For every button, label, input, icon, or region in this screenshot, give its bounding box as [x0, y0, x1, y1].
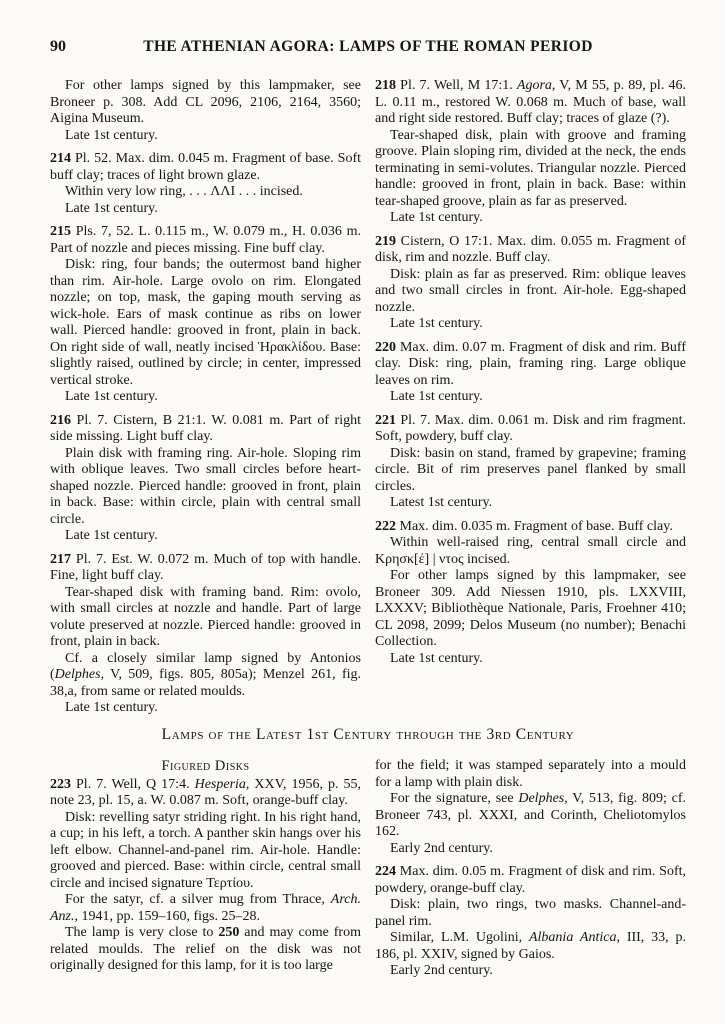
bold-text-segment: 217 — [50, 551, 71, 567]
text-segment: Pl. 7. Max. dim. 0.061 m. Disk and rim fragment. Soft, powdery, buff clay. — [375, 412, 686, 444]
catalog-entry-start — [375, 340, 686, 390]
text-segment: The lamp is very close to — [65, 925, 219, 940]
bottom-right-column — [375, 758, 686, 980]
paragraph — [375, 446, 686, 496]
paragraph — [375, 963, 686, 980]
text-segment: Early 2nd century. — [390, 840, 493, 856]
bottom-left-column-text — [50, 777, 361, 975]
text-segment: Late 1st century. — [65, 389, 158, 404]
paragraph — [50, 810, 361, 893]
paragraph — [50, 700, 361, 717]
text-segment: Plain disk with framing ring. Air-hole. Sloping rim with oblique leaves. Two small circles before heart-shaped nozzle. Pierced handle: grooved in front, plain in back. Base: within circle, plain with central small circle. — [50, 445, 361, 527]
text-segment: , V, M 55, p. 89, pl. 46. L. 0.11 m., restored W. 0.068 m. Much of base, wall and right side restored. Buff clay; traces of glaze (?). — [375, 78, 686, 126]
text-segment: Pl. 7. Cistern, B 21:1. W. 0.081 m. Part of right side missing. Light buff clay. — [50, 412, 361, 444]
paragraph — [375, 128, 686, 211]
paragraph — [50, 651, 361, 701]
bottom-two-column-block — [50, 758, 686, 980]
text-segment: , V, 509, figs. 805, 805a); Menzel 261, fig. 38,a, from same or related moulds. — [50, 667, 361, 699]
paragraph — [375, 316, 686, 333]
catalog-entry-start — [375, 519, 686, 536]
paragraph — [50, 925, 361, 975]
text-segment: Within well-raised ring, central small circle and Κρησκ[έ] | ντος incised. — [375, 535, 686, 567]
paragraph — [375, 841, 686, 858]
catalog-entry-start — [375, 234, 686, 267]
bold-text-segment: 219 — [375, 233, 396, 249]
running-head — [50, 38, 686, 62]
text-segment: For the satyr, cf. a silver mug from Thrace, — [65, 892, 331, 907]
catalog-entry-start — [50, 151, 361, 184]
text-segment: Cf. a closely similar lamp signed by Antonios ( — [50, 650, 361, 682]
paragraph — [50, 201, 361, 218]
bold-text-segment: 250 — [218, 925, 240, 940]
text-segment: Late 1st century. — [390, 316, 483, 331]
text-segment: Late 1st century. — [65, 200, 158, 216]
italic-text-segment: Agora — [516, 78, 552, 93]
paragraph — [375, 930, 686, 963]
catalog-entry-start — [50, 552, 361, 585]
paragraph — [50, 528, 361, 545]
text-segment: Late 1st century. — [65, 127, 158, 143]
text-segment: , III, 33, p. 186, pl. XXIV, signed by Gaios. — [375, 930, 686, 962]
page-number: 90 — [50, 38, 66, 55]
text-segment: Max. dim. 0.07 m. Fragment of disk and rim. Buff clay. Disk: ring, plain, framing ring. Large oblique leaves on rim. — [375, 339, 686, 388]
text-segment: Late 1st century. — [65, 700, 158, 715]
bottom-left-column — [50, 758, 361, 980]
text-segment: and may come from related moulds. The relief on the disk was not originally designed for this lamp, for it is too large — [50, 925, 361, 973]
italic-text-segment: Delphes — [518, 791, 565, 806]
italic-text-segment: Arch. Anz. — [50, 892, 361, 924]
italic-text-segment: Delphes — [54, 667, 101, 682]
paragraph — [50, 585, 361, 651]
paragraph — [375, 535, 686, 568]
paragraph — [375, 791, 686, 841]
top-left-column — [50, 78, 361, 718]
bold-text-segment: 222 — [375, 518, 396, 534]
paragraph — [50, 257, 361, 389]
paragraph — [375, 210, 686, 227]
bold-text-segment: 221 — [375, 412, 396, 428]
text-segment: Early 2nd century. — [390, 963, 493, 978]
text-segment: For other lamps signed by this lampmaker, see Broneer 309. Add Niessen 1910, pls. LXXVIII, LXXXV; Bibliothèque Nationale, Paris, Froehner 410; CL 2098, 2099; Delos Museum (no number); Benachi Collection. — [375, 568, 686, 649]
text-segment: Cistern, O 17:1. Max. dim. 0.055 m. Fragment of disk, rim and nozzle. Buff clay. — [375, 233, 686, 265]
text-segment: Pl. 7. Well, Q 17:4. — [71, 776, 195, 792]
text-segment: Pl. 7. Est. W. 0.072 m. Much of top with handle. Fine, light buff clay. — [50, 551, 361, 583]
text-segment: , XXV, 1956, p. 55, note 23, pl. 15, a. W. 0.087 m. Soft, orange-buff clay. — [50, 776, 361, 808]
text-segment: For other lamps signed by this lampmaker, see Broneer p. 308. Add CL 2096, 2106, 2164, 3560; Aigina Museum. — [50, 78, 361, 126]
paragraph — [50, 777, 361, 810]
paragraph — [375, 389, 686, 406]
text-segment: Latest 1st century. — [390, 495, 493, 510]
text-segment: Pl. 52. Max. dim. 0.045 m. Fragment of base. Soft buff clay; traces of light brown glaze. — [50, 151, 361, 183]
bold-text-segment: 218 — [375, 78, 396, 93]
text-segment: Late 1st century. — [65, 528, 158, 543]
text-segment: For the signature, see — [390, 791, 519, 806]
catalog-entry-start — [375, 413, 686, 446]
top-two-column-block — [50, 78, 686, 718]
paragraph — [50, 389, 361, 406]
paragraph — [50, 128, 361, 145]
bold-text-segment: 216 — [50, 412, 71, 428]
paragraph — [375, 495, 686, 512]
text-segment: , V, 513, fig. 809; cf. Broneer 743, pl. XXXI, and Corinth, Cheliotomylos 162. — [375, 791, 687, 839]
paragraph — [375, 897, 686, 930]
text-segment: Late 1st century. — [390, 389, 483, 404]
paragraph — [50, 78, 361, 128]
italic-text-segment: Albania Antica — [528, 930, 617, 945]
paragraph — [50, 892, 361, 925]
bold-text-segment: 215 — [50, 224, 71, 239]
text-segment: Disk: ring, four bands; the outermost band higher than rim. Air-hole. Large ovolo on rim. Elongated nozzle; on top, mask, the gaping mouth serving as wick-hole. Ears of mask continue as ribs on lower wall. Pierced handle: grooved in front, plain in back. On right side of wall, neatly incised Ἡρακλίδου. Base: slightly raised, outlined by circle; in center, impressed vertical stroke. — [50, 257, 361, 388]
text-segment: Disk: revelling satyr striding right. In his right hand, a cup; in his left, a torch. A panther skin hangs over his left elbow. Channel-and-panel rim. Air-hole. Handle: grooved and pierced. Base: within circle, central small circle and incised signature Τερτίου. — [50, 809, 361, 891]
paragraph — [375, 568, 686, 651]
paragraph — [375, 651, 686, 668]
figured-disks-heading: Figured Disks — [161, 758, 250, 774]
text-segment: Tear-shaped disk with framing band. Rim: ovolo, with small circles at nozzle and handle. Part of large volute preserved at nozzle. Pierced handle: grooved in front, plain in back. — [50, 584, 361, 649]
text-segment: Tear-shaped disk, plain with groove and framing groove. Plain sloping rim, divided at the neck, the ends terminating in semi-volutes. Triangular nozzle. Pierced handle: grooved in front, plain in back. Base: within tear-shaped groove, plain as far as preserved. — [375, 127, 686, 209]
text-segment: for the field; it was stamped separately into a mould for a lamp with plain disk. — [375, 758, 686, 790]
paragraph — [50, 446, 361, 529]
text-segment: Late 1st century. — [390, 650, 483, 666]
bold-text-segment: 214 — [50, 151, 71, 166]
catalog-entry-start — [375, 864, 686, 897]
text-segment: Disk: basin on stand, framed by grapevine; framing circle. Bit of rim preserves panel flanked by small circles. — [375, 445, 686, 494]
paragraph — [375, 758, 686, 791]
running-title: THE ATHENIAN AGORA: LAMPS OF THE ROMAN PERIOD — [143, 38, 593, 55]
text-segment: Max. dim. 0.035 m. Fragment of base. Buff clay. — [396, 518, 673, 534]
paragraph — [375, 78, 686, 128]
catalog-entry-start — [50, 413, 361, 446]
section-heading: Lamps of the Latest 1st Century through the 3rd Century — [161, 726, 575, 743]
text-segment: Pls. 7, 52. L. 0.115 m., W. 0.079 m., H. 0.036 m. Part of nozzle and pieces missing. Fine buff clay. — [50, 224, 361, 256]
text-segment: Similar, L.M. Ugolini, — [390, 930, 529, 945]
text-segment: Late 1st century. — [390, 210, 483, 225]
paragraph — [375, 267, 686, 317]
text-segment: , 1941, pp. 159–160, figs. 25–28. — [74, 908, 260, 924]
bold-text-segment: 224 — [375, 864, 396, 879]
text-segment: Within very low ring, . . . ΛΛΙ . . . incised. — [65, 184, 303, 199]
text-segment: Max. dim. 0.05 m. Fragment of disk and rim. Soft, powdery, orange-buff clay. — [375, 864, 686, 896]
text-segment: Pl. 7. Well, M 17:1. — [396, 78, 517, 93]
top-right-column — [375, 78, 686, 718]
catalog-entry-start — [50, 224, 361, 257]
bold-text-segment: 220 — [375, 339, 396, 355]
bold-text-segment: 223 — [50, 776, 71, 792]
italic-text-segment: Hesperia — [194, 776, 246, 792]
text-segment: Disk: plain, two rings, two masks. Channel-and-panel rim. — [375, 897, 686, 929]
paragraph — [50, 184, 361, 201]
text-segment: Disk: plain as far as preserved. Rim: oblique leaves and two small circles in front. Air-hole. Egg-shaped nozzle. — [375, 266, 686, 315]
